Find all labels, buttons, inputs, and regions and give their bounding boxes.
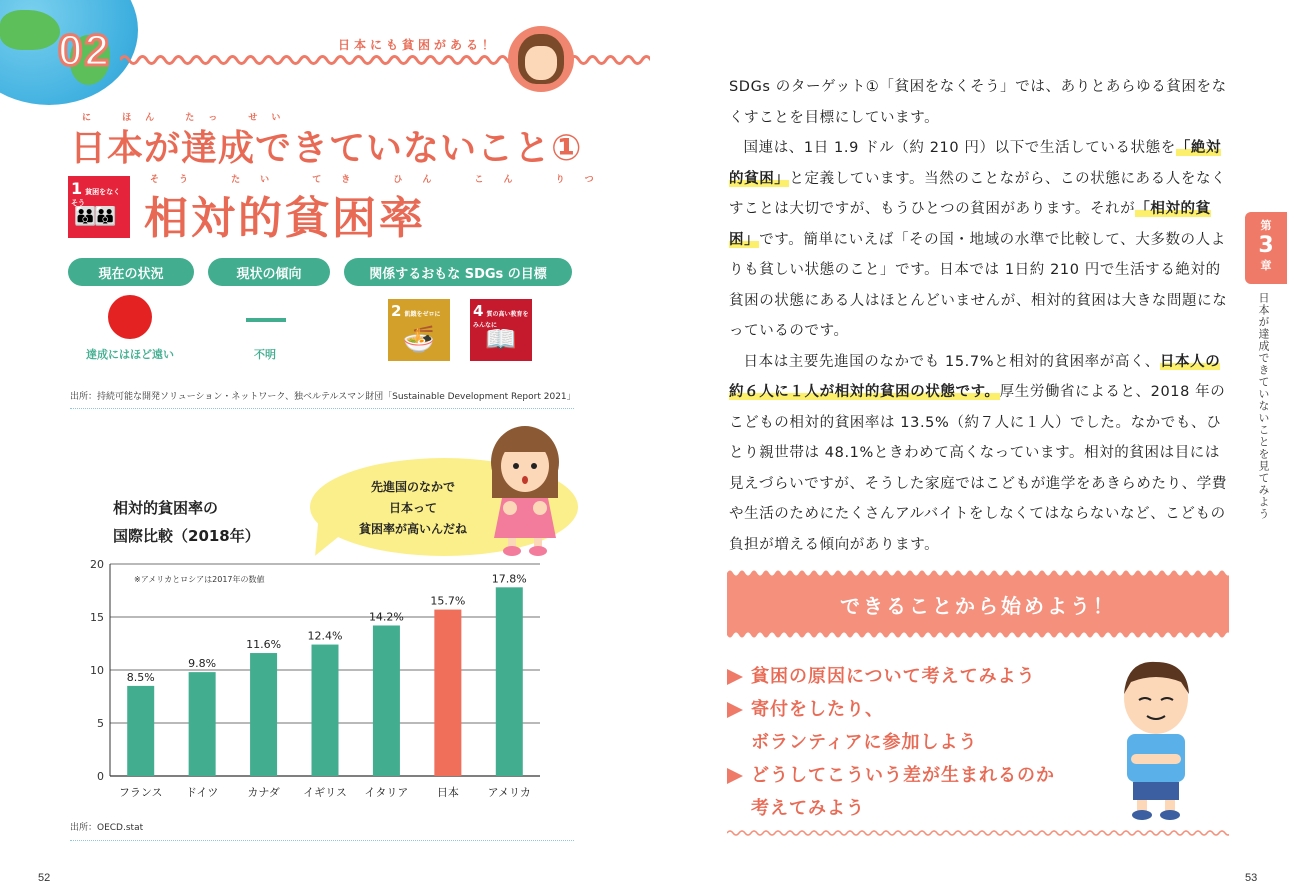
sdg-goal-4-icon: 4 質の高い教育をみんなに 📖 [470,299,532,361]
trend-dash-icon [246,318,286,322]
highlighted-text: 「絶対的貧困」 [729,140,1222,187]
banner-wave-bottom [727,630,1229,640]
body-paragraph [729,133,1229,347]
pill-trend: 現状の傾向 [208,258,330,286]
highlighted-text: 日本人の約６人に１人が相対的貧困の状態です。 [729,353,1221,400]
status-trend-text: 不明 [254,348,276,361]
bottom-wave-divider [727,828,1229,838]
x-category-label: フランス [118,786,163,799]
x-category-label: アメリカ [487,786,531,799]
pill-related-goals: 関係するおもな SDGs の目標 [344,258,572,286]
source-note-2: 出所：OECD.stat [70,823,144,833]
chart-title: 相対的貧困率の 国際比較（2018年） [113,499,260,545]
y-tick-label: 5 [97,717,104,730]
bar [189,672,216,776]
action-text: ボランティアに参加しよう [751,732,978,753]
action-list [727,660,1055,825]
body-text-segment: 国連は、1日 1.9 ドル（約 210 円）以下で生活している状態を [743,140,1176,156]
y-tick-label: 10 [90,664,104,677]
action-banner: できることから始めよう！ [727,576,1229,632]
title-ruby: に ほん たっ せい [82,113,295,123]
action-text: どうしてこういう差が生まれるのか [751,765,1055,786]
action-item [727,759,1055,792]
status-current-text: 達成にはほど遠い [86,348,174,361]
triangle-bullet-icon [727,768,743,784]
status-red-dot-icon [108,295,152,339]
bar [250,653,277,776]
page-number-right: 53 [1245,872,1258,884]
speech-bubble-text: 先進国のなかで 日本って 貧困率が高いんだね [358,480,467,536]
dotted-divider-bottom [70,840,574,841]
x-category-label: イタリア [364,786,409,799]
chapter-tab: 第 3 章 [1245,212,1287,284]
body-text-segment: 日本は主要先進国のなかでも 15.7%と相対的貧困率が高く、 [743,353,1160,370]
body-text-segment: 厚生労働省によると、2018 年のこどもの相対的貧困率は 13.5%（約７人に１人）でした。なかでも、ひとり親世帯は 48.1%ときわめて高くなっています。相対的貧困は目には見えづらいですが、そうした家庭ではこどもが進学をあきらめたり、学費や生活のためにたくさんアルバイトをしなくてはならないなど、こどもの負担が増える傾向があります。 [729,384,1228,553]
bar [434,610,461,776]
body-text-segment: です。簡単にいえば「その国・地域の水準で比較して、大多数の人よりも貧しい状態のこと」です。日本では 1日約 210 円で生活する絶対的貧困の状態にある人はほとんどいませんが、相対的貧困は大きな問題になっているのです。 [729,231,1228,339]
worried-girl-icon [508,26,574,92]
body-text [729,72,1229,560]
x-category-label: カナダ [247,786,280,799]
x-category-label: ドイツ [185,786,219,799]
action-text: 考えてみよう [751,798,865,819]
bar-value-label: 9.8% [188,657,217,671]
chapter-side-title: 日本が達成できていないことを見てみよう [1257,292,1270,520]
body-text-segment: SDGs のターゲット①「貧困をなくそう」では、ありとあらゆる貧困をなくすことを目標にしています。 [729,79,1227,126]
subtitle: 相対的貧困率 [144,193,426,244]
y-tick-label: 20 [90,560,104,571]
pill-current-status: 現在の状況 [68,258,194,286]
right-page [649,0,1298,892]
highlighted-text: 「相対的貧困」 [729,201,1211,248]
girl-character-icon [486,424,564,556]
action-text: 寄付をしたり、 [751,699,884,720]
bar [496,587,523,776]
bar-value-label: 12.4% [307,629,343,643]
bar-value-label: 8.5% [126,670,155,684]
bar-value-label: 15.7% [430,594,466,608]
boy-character-icon [1115,658,1197,822]
body-paragraph [729,72,1229,133]
bar-value-label: 11.6% [246,638,282,652]
bar [373,625,400,776]
body-text-segment: と定義しています。当然のことながら、この状態にある人をなくすことは大切ですが、もうひとつの貧困があります。それが [729,170,1227,217]
triangle-bullet-icon [727,669,743,685]
action-item [727,792,1055,825]
x-category-label: 日本 [436,786,459,799]
theme-label: 日本にも貧困がある！ [338,38,499,52]
bar [312,645,339,776]
action-text: 貧困の原因について考えてみよう [751,666,1036,687]
bar-chart [80,560,550,810]
triangle-bullet-icon [727,702,743,718]
bar-value-label: 17.8% [491,572,527,586]
y-tick-label: 15 [90,611,104,624]
y-tick-label: 0 [97,770,104,783]
chart-note: ※アメリカとロシアは2017年の数値 [134,575,265,584]
action-item [727,660,1055,693]
source-note-1: 出所：持続可能な開発ソリューション・ネットワーク、独ベルテルスマン財団「Sustainable Development Report 2021」 [70,392,576,402]
action-item [727,726,1055,759]
body-paragraph [729,347,1229,561]
x-category-label: イギリス [303,786,347,799]
subtitle-ruby: そう たい てき ひん こん りつ [150,175,614,185]
chapter-number: 02 [58,26,111,75]
sdg-goal-1-icon: 1 貧困をなくそう 👪👪 [68,176,130,238]
action-item [727,693,1055,726]
sdg-goal-2-icon: 2 飢餓をゼロに 🍜 [388,299,450,361]
bar [127,686,154,776]
bar-value-label: 14.2% [368,610,404,624]
page-title: 日本が達成できていないこと① [70,128,583,169]
page-number-left: 52 [38,872,51,884]
dotted-divider [70,408,574,409]
